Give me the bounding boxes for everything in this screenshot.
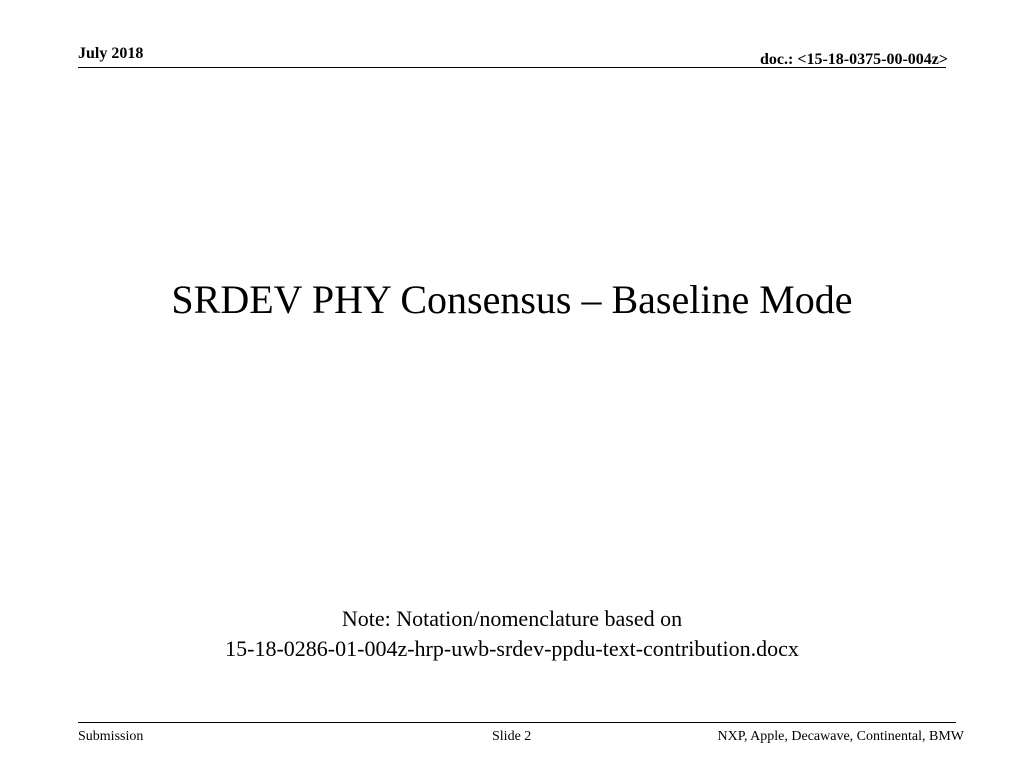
note-line-1: Note: Notation/nomenclature based on — [341, 606, 683, 631]
header-divider — [78, 67, 946, 68]
note-block — [0, 604, 1024, 664]
header-date: July 2018 — [78, 45, 144, 62]
footer-slide-number: Slide 2 — [492, 729, 532, 744]
slide-title: SRDEV PHY Consensus – Baseline Mode — [171, 277, 853, 322]
footer-authors: NXP, Apple, Decawave, Continental, BMW — [717, 729, 964, 744]
footer-submission: Submission — [78, 729, 144, 744]
note-line-2: 15-18-0286-01-004z-hrp-uwb-srdev-ppdu-text-contribution.docx — [225, 636, 799, 661]
footer-divider — [78, 722, 956, 723]
header-doc-id: doc.: <15-18-0375-00-004z> — [760, 51, 948, 68]
